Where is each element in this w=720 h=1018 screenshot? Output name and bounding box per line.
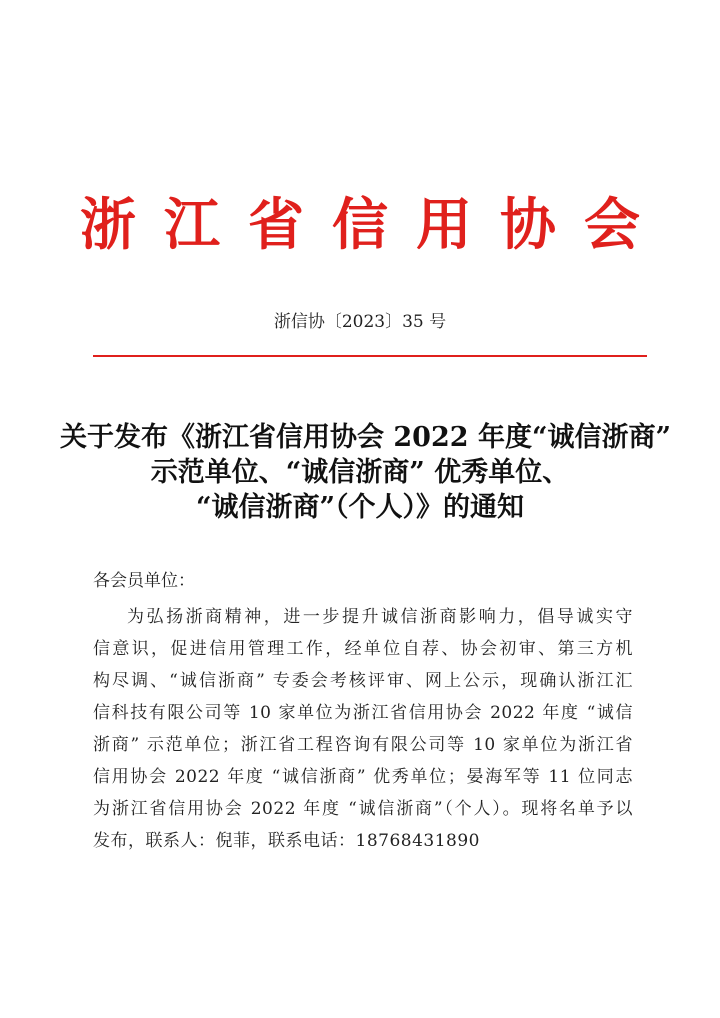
- notice-body: [93, 565, 633, 857]
- notice-title-line-2: 示范单位、“诚信浙商” 优秀单位、: [150, 457, 570, 488]
- paragraph-line-2: 信意识，促进信用管理工作，经单位自荐、协会初审、第三方机: [93, 639, 633, 659]
- paragraph-line-4: 信科技有限公司等 10 家单位为浙江省信用协会 2022 年度 “诚信: [93, 703, 633, 723]
- paragraph-line-3: 构尽调、“诚信浙商” 专委会考核评审、网上公示，现确认浙江汇: [93, 671, 633, 691]
- salutation: 各会员单位：: [93, 571, 195, 591]
- notice-title-line-3: “诚信浙商”（个人）》的通知: [195, 492, 525, 523]
- organization-title: 浙江省信用协会: [80, 192, 668, 258]
- paragraph-line-5: 浙商” 示范单位；浙江省工程咨询有限公司等 10 家单位为浙江省: [93, 735, 633, 755]
- paragraph-line-1: 为弘扬浙商精神，进一步提升诚信浙商影响力，倡导诚实守: [127, 607, 633, 627]
- notice-title-line-1: 关于发布《浙江省信用协会 2022 年度“诚信浙商”: [60, 422, 672, 453]
- document-number: 浙信协〔2023〕35 号: [273, 312, 447, 332]
- paragraph-line-8: 发布，联系人：倪菲，联系电话：18768431890: [93, 831, 480, 851]
- paragraph-line-7: 为浙江省信用协会 2022 年度 “诚信浙商”（个人）。现将名单予以: [93, 799, 633, 819]
- red-divider-line: [93, 355, 647, 357]
- notice-title: [60, 420, 672, 525]
- paragraph-line-6: 信用协会 2022 年度 “诚信浙商” 优秀单位；晏海军等 11 位同志: [93, 767, 633, 787]
